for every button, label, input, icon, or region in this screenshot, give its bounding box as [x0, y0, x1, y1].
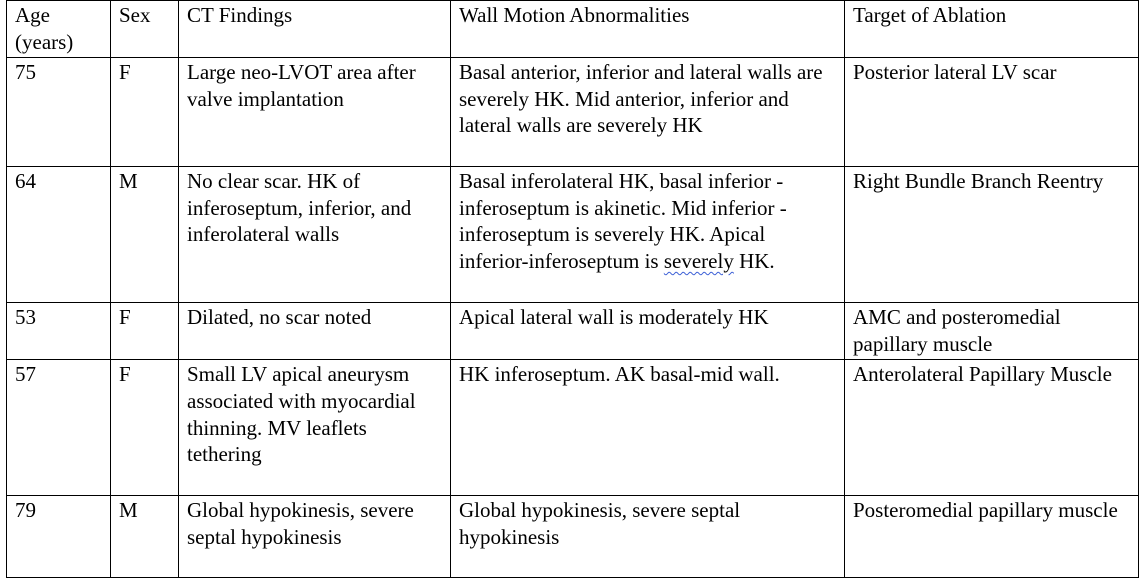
- cell-sex: F: [111, 303, 179, 360]
- table-header-row: [7, 1, 1139, 58]
- cell-sex: F: [111, 58, 179, 167]
- cell-ct-findings: Global hypokinesis, severe septal hypokinesis: [179, 496, 451, 578]
- cell-wall-motion: Basal anterior, inferior and lateral walls are severely HK. Mid anterior, inferior and lateral walls are severely HK: [451, 58, 845, 167]
- cell-sex: F: [111, 360, 179, 496]
- cell-target-ablation: Right Bundle Branch Reentry: [845, 167, 1139, 303]
- wall-motion-text-start: Basal inferolateral HK, basal inferior - inferoseptum is akinetic. Mid inferior -inferoseptum is severely HK. Apical inferior-inferoseptum is: [459, 169, 787, 273]
- cell-sex: M: [111, 496, 179, 578]
- cell-target-ablation: Anterolateral Papillary Muscle: [845, 360, 1139, 496]
- header-target-ablation: Target of Ablation: [845, 1, 1139, 58]
- cell-wall-motion: Apical lateral wall is moderately HK: [451, 303, 845, 360]
- header-wall-motion: Wall Motion Abnormalities: [451, 1, 845, 58]
- table-row: [7, 303, 1139, 360]
- cell-age: 57: [7, 360, 111, 496]
- table-row: [7, 167, 1139, 303]
- cell-age: 64: [7, 167, 111, 303]
- cell-target-ablation: AMC and posteromedial papillary muscle: [845, 303, 1139, 360]
- header-age: Age (years): [7, 1, 111, 58]
- cell-sex: M: [111, 167, 179, 303]
- patient-findings-table: [6, 0, 1139, 578]
- cell-ct-findings: Dilated, no scar noted: [179, 303, 451, 360]
- cell-age: 75: [7, 58, 111, 167]
- table-row: [7, 58, 1139, 167]
- spellcheck-flagged-word[interactable]: severely: [663, 248, 734, 273]
- cell-ct-findings: No clear scar. HK of inferoseptum, inferior, and inferolateral walls: [179, 167, 451, 303]
- cell-target-ablation: Posteromedial papillary muscle: [845, 496, 1139, 578]
- cell-age: 53: [7, 303, 111, 360]
- header-sex: Sex: [111, 1, 179, 58]
- header-ct-findings: CT Findings: [179, 1, 451, 58]
- cell-ct-findings: Large neo-LVOT area after valve implantation: [179, 58, 451, 167]
- cell-ct-findings: Small LV apical aneurysm associated with myocardial thinning. MV leaflets tethering: [179, 360, 451, 496]
- table-row: [7, 496, 1139, 578]
- cell-wall-motion: HK inferoseptum. AK basal-mid wall.: [451, 360, 845, 496]
- cell-age: 79: [7, 496, 111, 578]
- wall-motion-text-end: HK.: [733, 248, 775, 273]
- cell-wall-motion: [451, 167, 845, 303]
- cell-target-ablation: Posterior lateral LV scar: [845, 58, 1139, 167]
- cell-wall-motion: Global hypokinesis, severe septal hypokinesis: [451, 496, 845, 578]
- table-row: [7, 360, 1139, 496]
